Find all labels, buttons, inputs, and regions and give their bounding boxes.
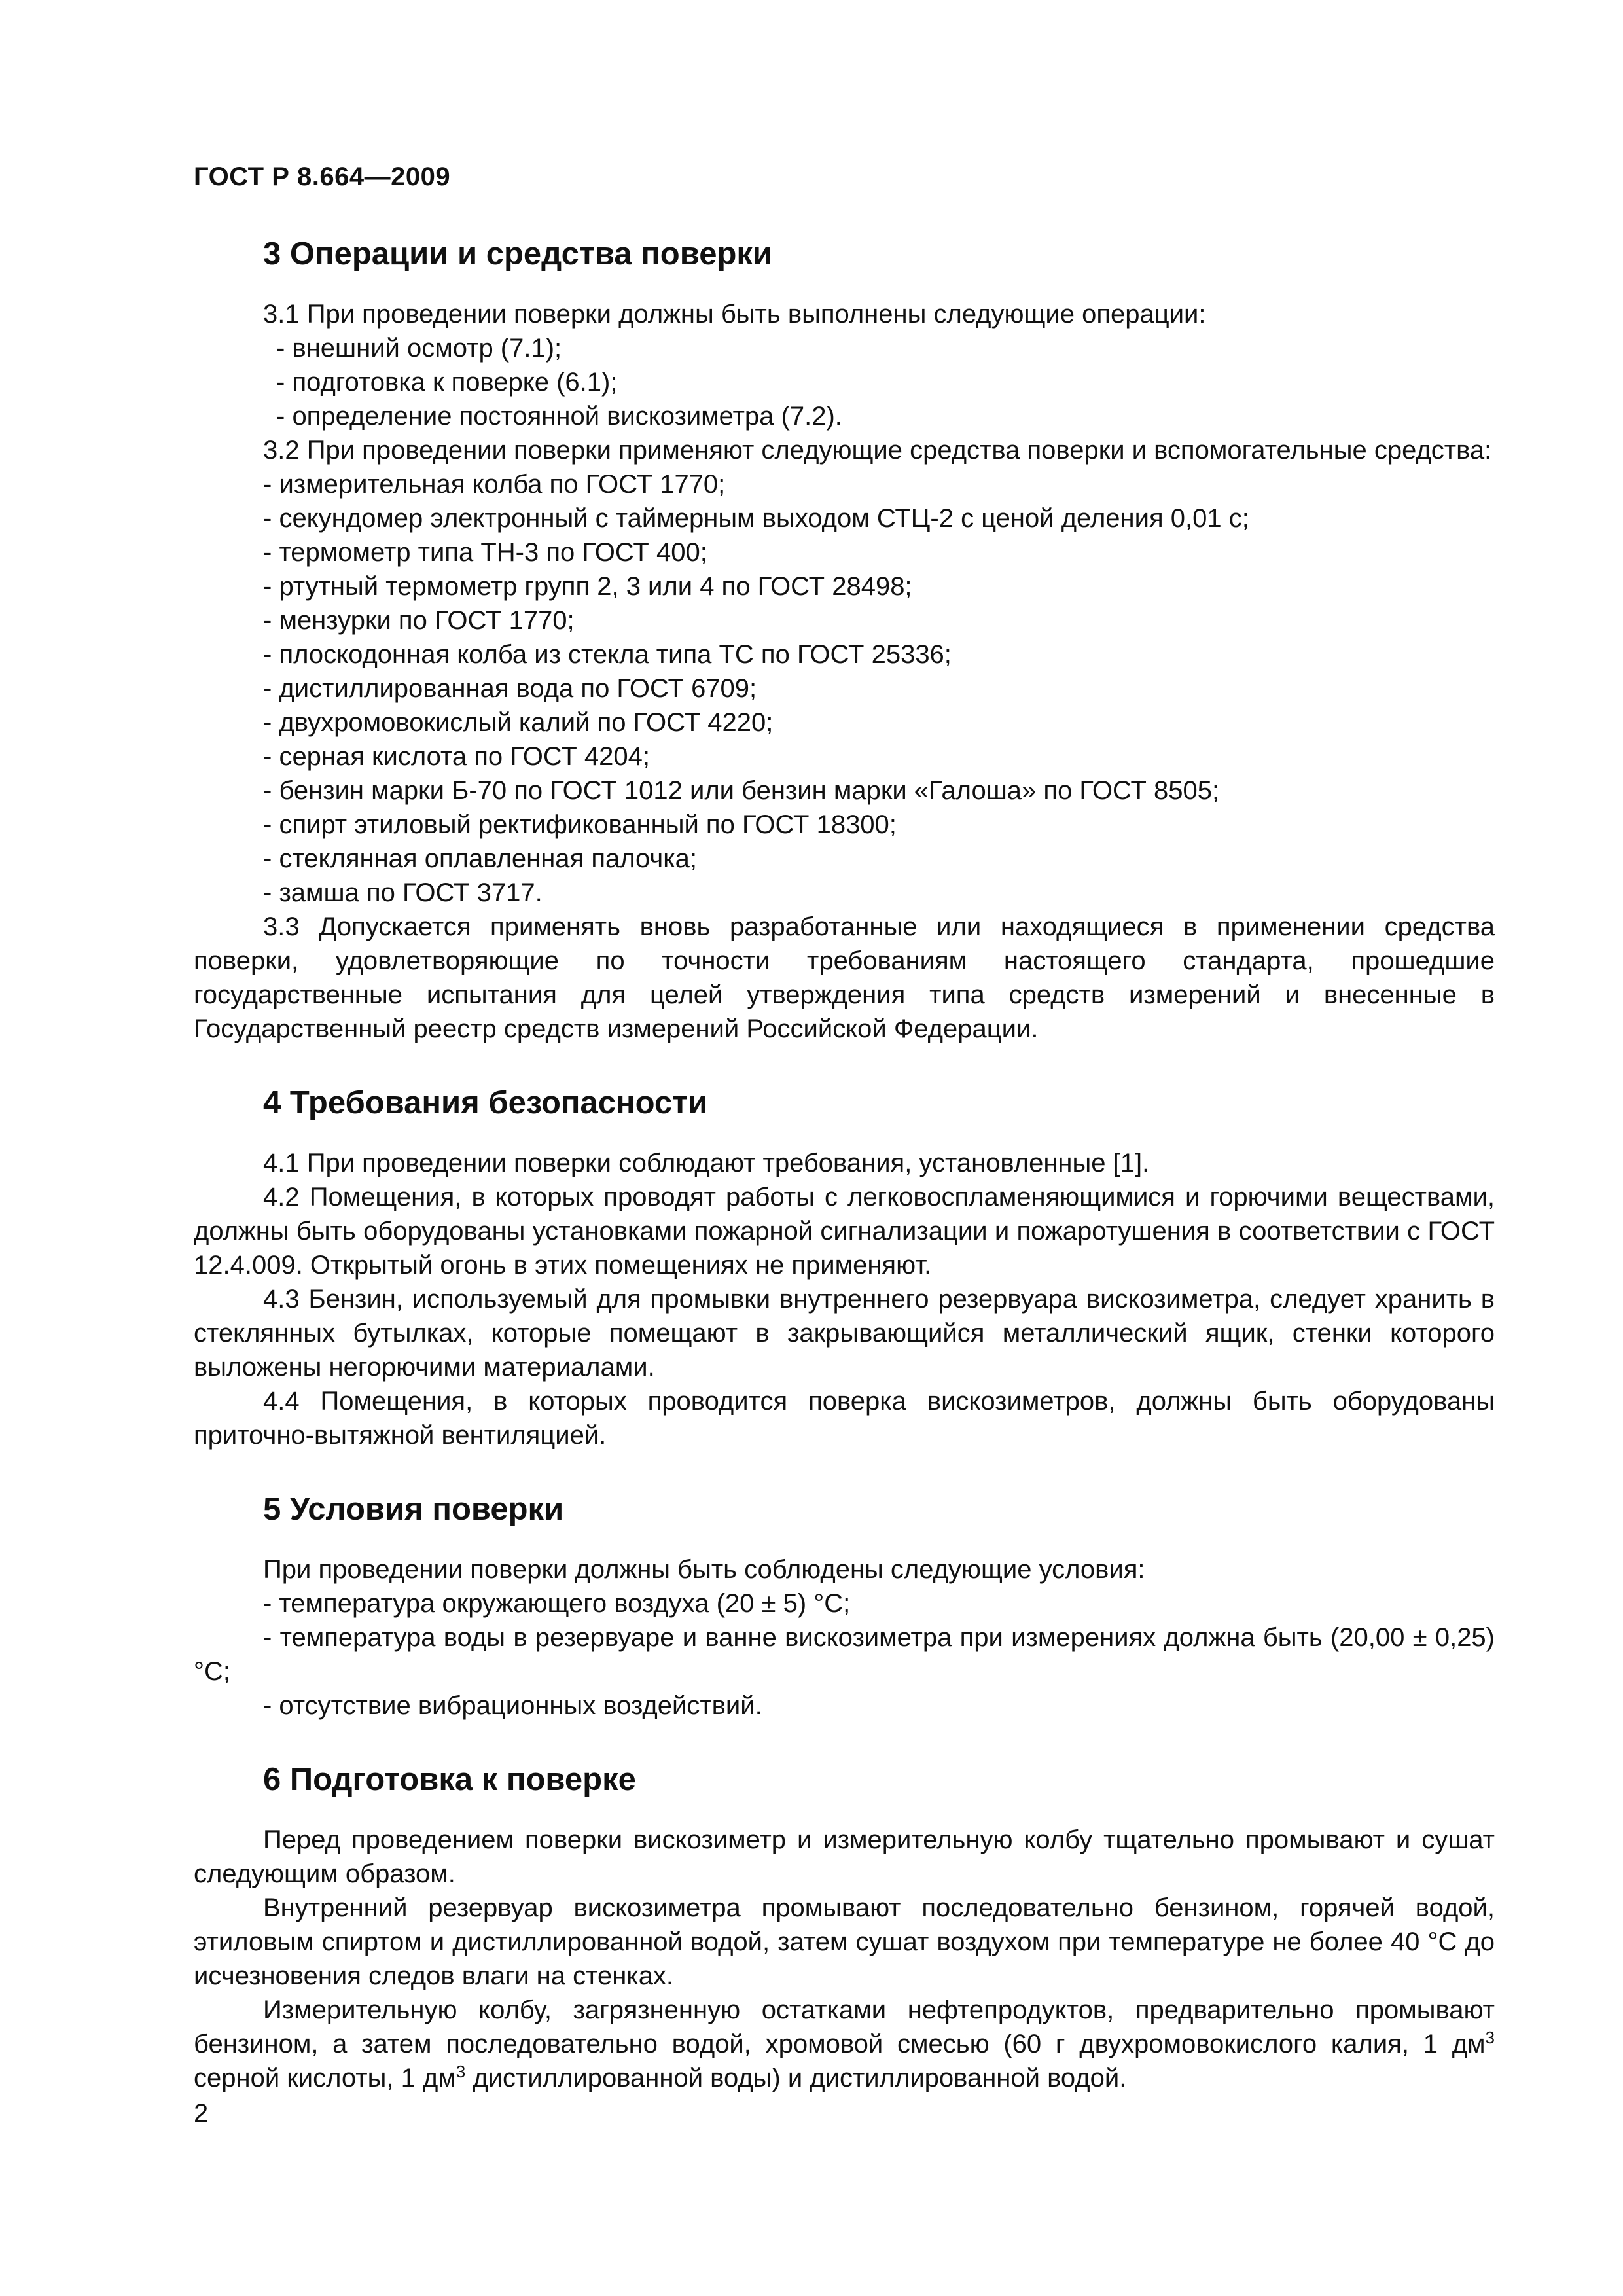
condition-item: - температура окружающего воздуха (20 ± 5) °С; (263, 1589, 851, 1618)
section-4 (194, 1081, 1495, 1452)
paragraph-4-1: 4.1 При проведении поверки соблюдают требования, установленные [1]. (263, 1149, 1150, 1177)
section-3 (194, 232, 1495, 1046)
operations-list (194, 331, 1495, 433)
list-item: - внешний осмотр (7.1); (263, 331, 1495, 365)
list-item: - серная кислота по ГОСТ 4204; (263, 740, 1495, 774)
section-5-title: 5 Условия поверки (263, 1492, 564, 1527)
list-item: - спирт этиловый ректификованный по ГОСТ 18300; (263, 808, 1495, 842)
document-body (194, 232, 1495, 2130)
section-4-title: 4 Требования безопасности (263, 1085, 708, 1121)
paragraph-3-1: 3.1 При проведении поверки должны быть выполнены следующие операции: (263, 300, 1206, 329)
section-6 (194, 1758, 1495, 2095)
page-number: 2 (194, 2099, 209, 2128)
list-item: - дистиллированная вода по ГОСТ 6709; (263, 672, 1495, 706)
list-item: - подготовка к поверке (6.1); (263, 365, 1495, 399)
paragraph-4-2: 4.2 Помещения, в которых проводят работы с легковоспламеняющимися и горючими веществами, должны быть оборудованы установками пожарной сигнализации и пожаротушения в соответствии с ГОСТ 12.4.009. Открытый огонь в этих помещениях не применяют. (194, 1183, 1495, 1280)
paragraph-6-3-part2: серной кислоты, 1 дм (194, 2064, 456, 2092)
document-code-header: ГОСТ Р 8.664—2009 (194, 162, 451, 191)
paragraph-6-3-part1: Измерительную колбу, загрязненную остатками нефтепродуктов, предварительно промывают бензином, а затем последовательно водой, хромовой смесью (60 г двухромовокислого калия, 1 дм (194, 1996, 1495, 2058)
section-3-title: 3 Операции и средства поверки (263, 236, 773, 272)
paragraph-3-2: 3.2 При проведении поверки применяют следующие средства поверки и вспомогательные средства: (263, 436, 1492, 465)
condition-item: - отсутствие вибрационных воздействий. (263, 1691, 762, 1720)
list-item: - замша по ГОСТ 3717. (263, 876, 1495, 910)
paragraph-6-3 (194, 1993, 1495, 2095)
condition-item: - температура воды в резервуаре и ванне вискозиметра при измерениях должна быть (20,00 ± 0,25) °С; (194, 1623, 1495, 1686)
list-item: - двухромовокислый калий по ГОСТ 4220; (263, 706, 1495, 740)
paragraph-4-3: 4.3 Бензин, используемый для промывки внутреннего резервуара вискозиметра, следует хранить в стеклянных бутылках, которые помещают в закрывающийся металлический ящик, стенки которого выложены негорючими материалами. (194, 1285, 1495, 1382)
list-item: - бензин марки Б-70 по ГОСТ 1012 или бензин марки «Галоша» по ГОСТ 8505; (263, 774, 1495, 808)
paragraph-5-intro: При проведении поверки должны быть соблюдены следующие условия: (263, 1555, 1145, 1584)
list-item: - секундомер электронный с таймерным выходом СТЦ-2 с ценой деления 0,01 с; (263, 501, 1495, 535)
list-item: - определение постоянной вискозиметра (7.2). (263, 399, 1495, 433)
list-item: - ртутный термометр групп 2, 3 или 4 по ГОСТ 28498; (263, 569, 1495, 603)
section-5 (194, 1488, 1495, 1723)
superscript-3: 3 (455, 2062, 466, 2081)
list-item: - плоскодонная колба из стекла типа ТС по ГОСТ 25336; (263, 637, 1495, 672)
tools-list (194, 467, 1495, 910)
list-item: - измерительная колба по ГОСТ 1770; (263, 467, 1495, 501)
list-item: - стеклянная оплавленная палочка; (263, 842, 1495, 876)
list-item: - мензурки по ГОСТ 1770; (263, 603, 1495, 637)
paragraph-6-3-part3: дистиллированной воды) и дистиллированной водой. (465, 2064, 1127, 2092)
paragraph-4-4: 4.4 Помещения, в которых проводится поверка вискозиметров, должны быть оборудованы приточно-вытяжной вентиляцией. (194, 1387, 1495, 1450)
paragraph-6-1: Перед проведением поверки вискозиметр и измерительную колбу тщательно промывают и сушат следующим образом. (194, 1825, 1495, 1888)
list-item: - термометр типа ТН-3 по ГОСТ 400; (263, 535, 1495, 569)
section-6-title: 6 Подготовка к поверке (263, 1762, 636, 1797)
paragraph-3-3: 3.3 Допускается применять вновь разработанные или находящиеся в применении средства поверки, удовлетворяющие по точности требованиям настоящего стандарта, прошедшие государственные испытания для целей утверждения типа средств измерений и внесенные в Государственный реестр средств измерений Российской Федерации. (194, 912, 1495, 1043)
superscript-3: 3 (1485, 2028, 1495, 2047)
paragraph-6-2: Внутренний резервуар вискозиметра промывают последовательно бензином, горячей водой, этиловым спиртом и дистиллированной водой, затем сушат воздухом при температуре не более 40 °С до исчезновения следов влаги на стенках. (194, 1893, 1495, 1990)
